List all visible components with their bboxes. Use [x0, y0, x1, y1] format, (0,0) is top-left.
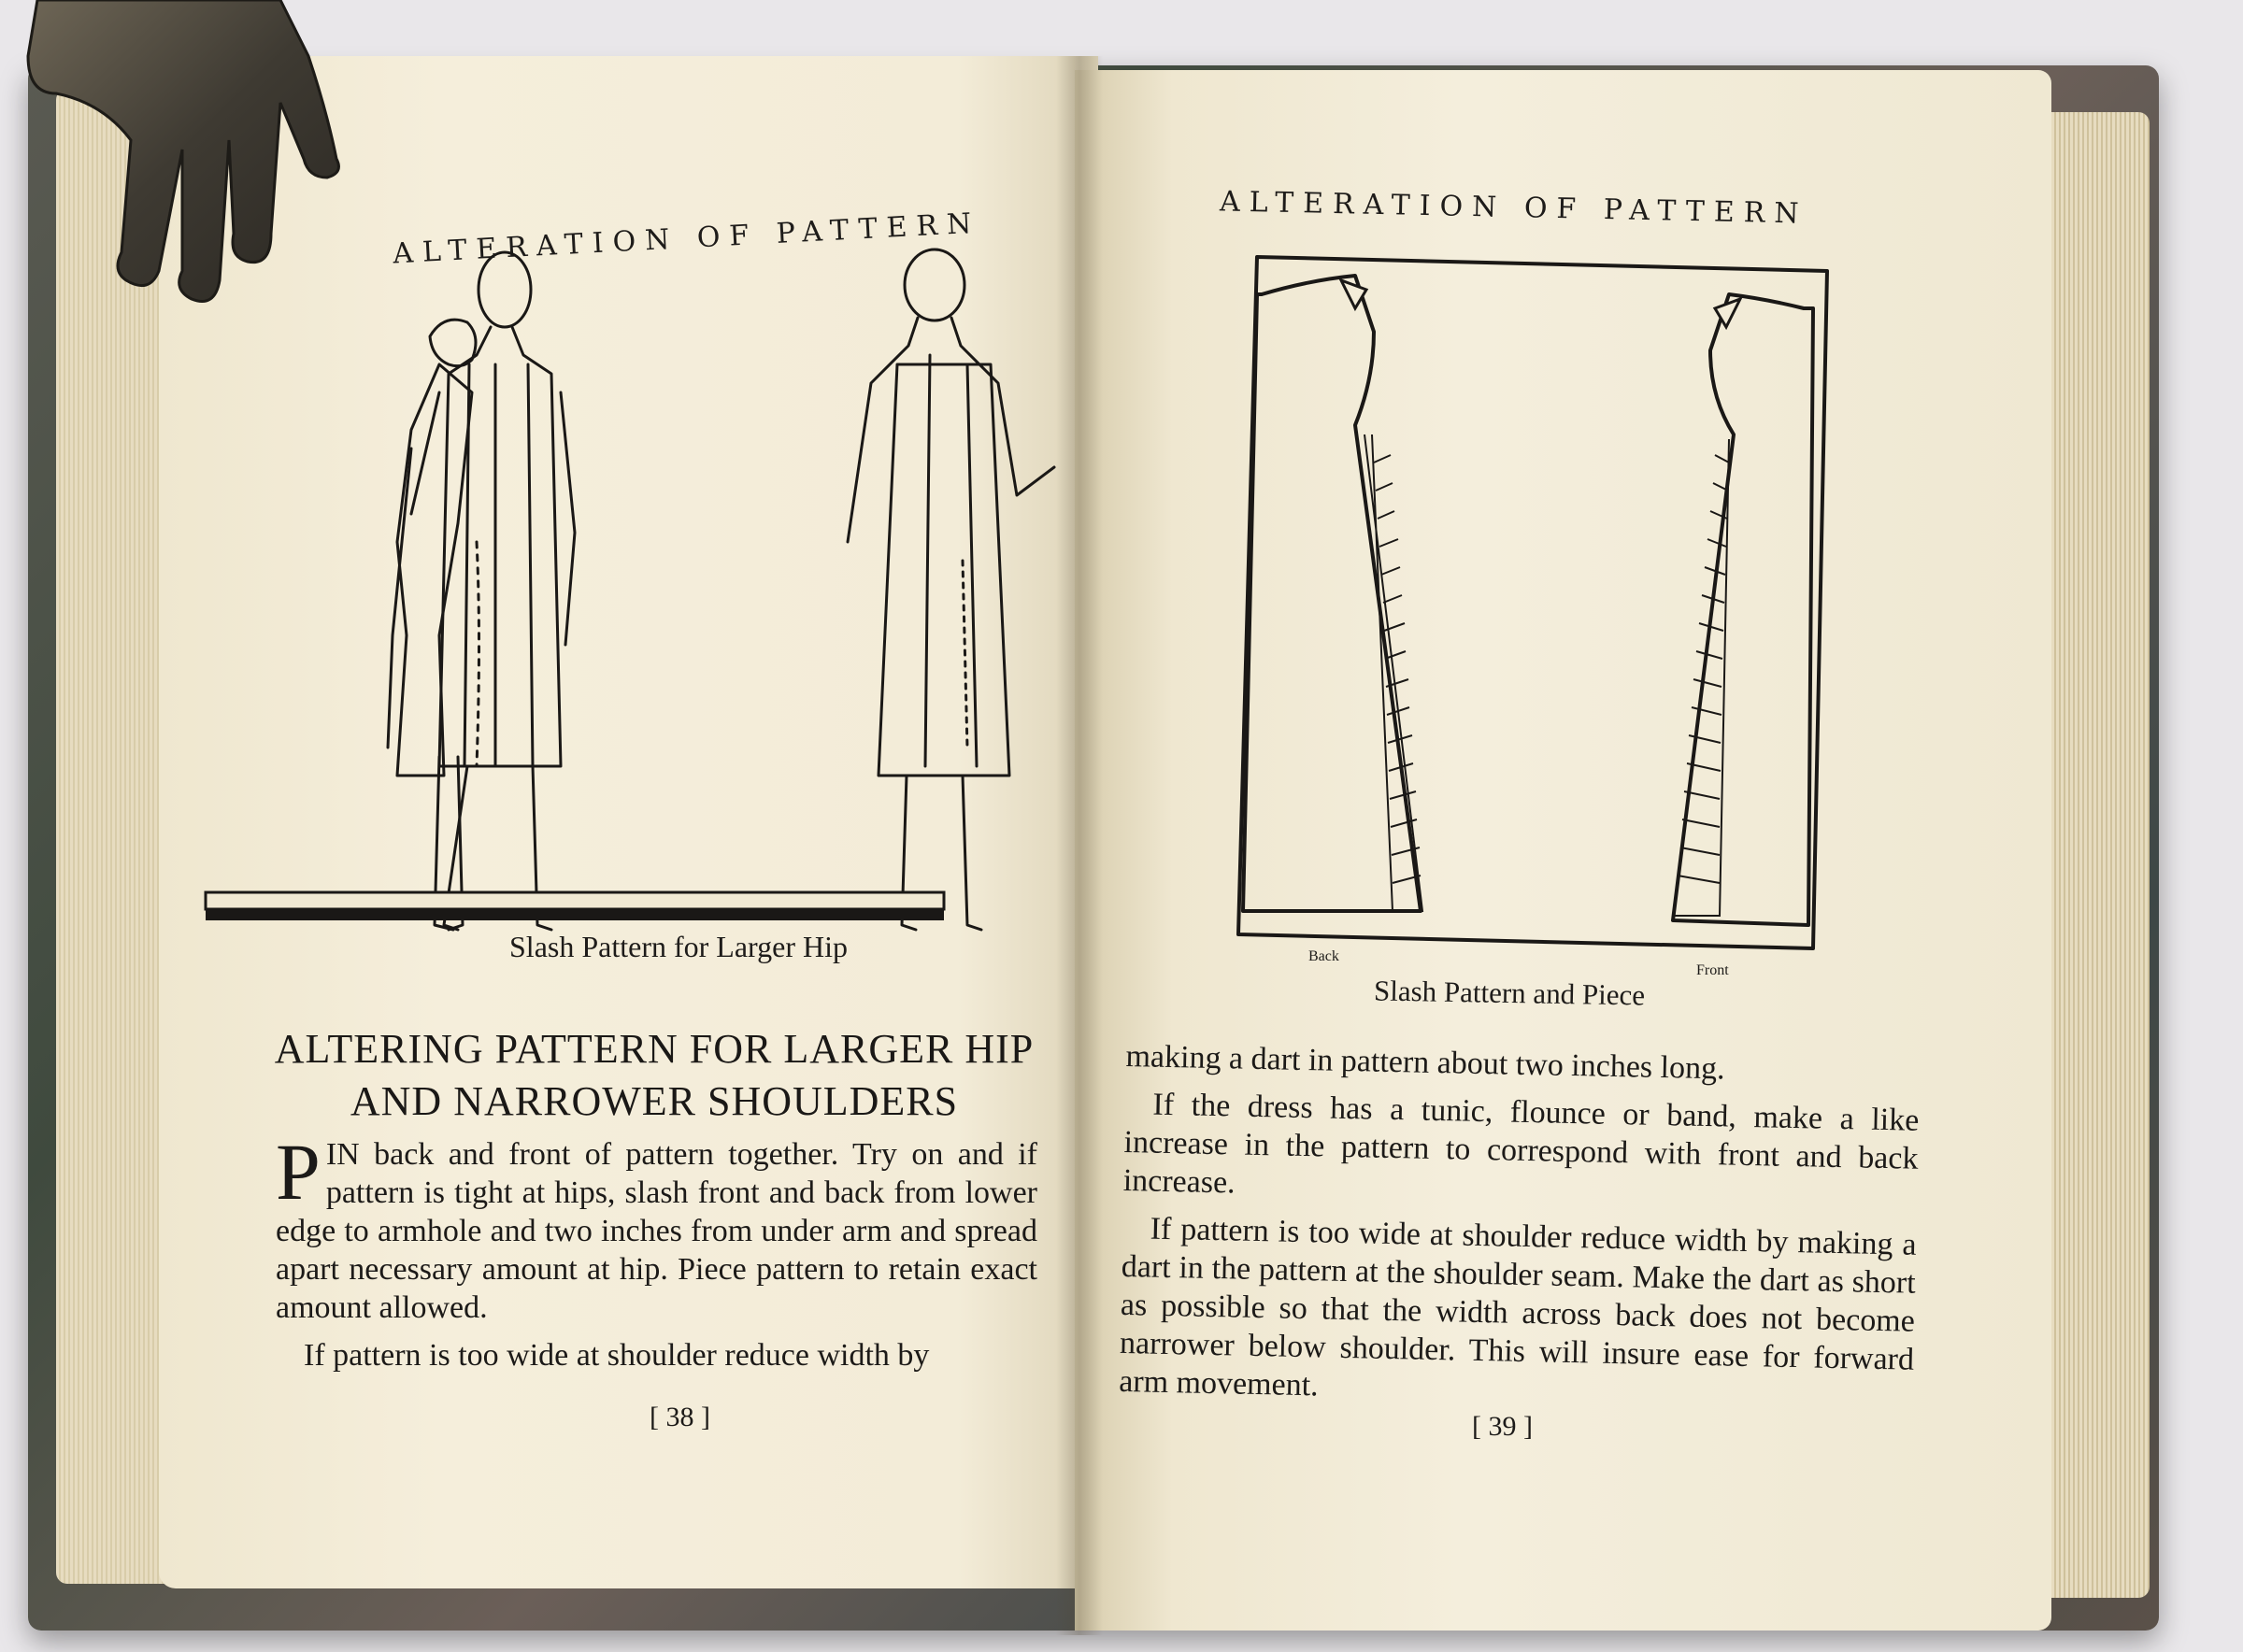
book-gutter — [1056, 56, 1103, 1635]
section-heading — [257, 1023, 1051, 1128]
figure1-dress — [397, 364, 472, 776]
figure2-dress — [439, 327, 561, 766]
page-number-right: [ 39 ] — [1472, 1411, 1533, 1442]
back-shoulder-dart — [1341, 280, 1366, 308]
dropcap: P — [276, 1127, 321, 1217]
left-para1: IN back and front of pattern together. Try on and if pattern is tight at hips, slash front and back from lower edge to armhole and two inches from under arm and spread apart necessary amount at hip. Piece pattern to retain exact amount allowed. — [276, 1137, 1037, 1325]
right-caption: Slash Pattern and Piece — [1373, 974, 1646, 1012]
heading-line1: ALTERING PATTERN FOR LARGER HIP — [274, 1026, 1035, 1072]
right-body-text — [1119, 1037, 1921, 1427]
pattern-diagram — [1075, 70, 2051, 1004]
label-back: Back — [1308, 948, 1339, 964]
right-para3: If pattern is too wide at shoulder reduce width by making a dart in the pattern at the shoulder seam. Make the dart as short as possible so that the width across back does not become narrower below shoulder. This will insure ease for forward arm movement. — [1118, 1211, 1917, 1403]
figure3-head — [905, 249, 964, 320]
diagram-frame — [1238, 257, 1827, 948]
left-caption: Slash Pattern for Larger Hip — [509, 930, 848, 963]
running-head-left: ALTERATION OF PATTERN — [392, 206, 982, 271]
label-front: Front — [1696, 962, 1729, 978]
right-para2: If the dress has a tunic, flounce or band, make a like increase in the pattern to correspond with front and back increase. — [1122, 1087, 1920, 1201]
heading-line2: AND NARROWER SHOULDERS — [350, 1078, 959, 1124]
right-page — [1075, 70, 2051, 1631]
figure2-head — [479, 252, 531, 327]
left-para2: If pattern is too wide at shoulder reduce width by — [304, 1338, 930, 1373]
floor-line — [206, 892, 944, 909]
back-pattern-piece — [1243, 276, 1421, 911]
running-head-right: ALTERATION OF PATTERN — [1219, 185, 1808, 231]
figure3-arm-left — [848, 318, 918, 542]
figure1-belt — [388, 449, 411, 748]
floor-shadow — [206, 909, 944, 920]
metal-hand-prop — [0, 0, 393, 318]
page-number-left: [ 38 ] — [650, 1402, 710, 1432]
figure3-dress — [879, 364, 1009, 776]
right-para1: making a dart in pattern about two inches long. — [1125, 1038, 1725, 1087]
left-body-text — [276, 1127, 1037, 1384]
hatched-insert-front — [1673, 439, 1734, 916]
front-pattern-piece — [1673, 294, 1813, 925]
hatched-insert-back — [1364, 434, 1422, 911]
figure3-arm-right — [951, 318, 1054, 495]
